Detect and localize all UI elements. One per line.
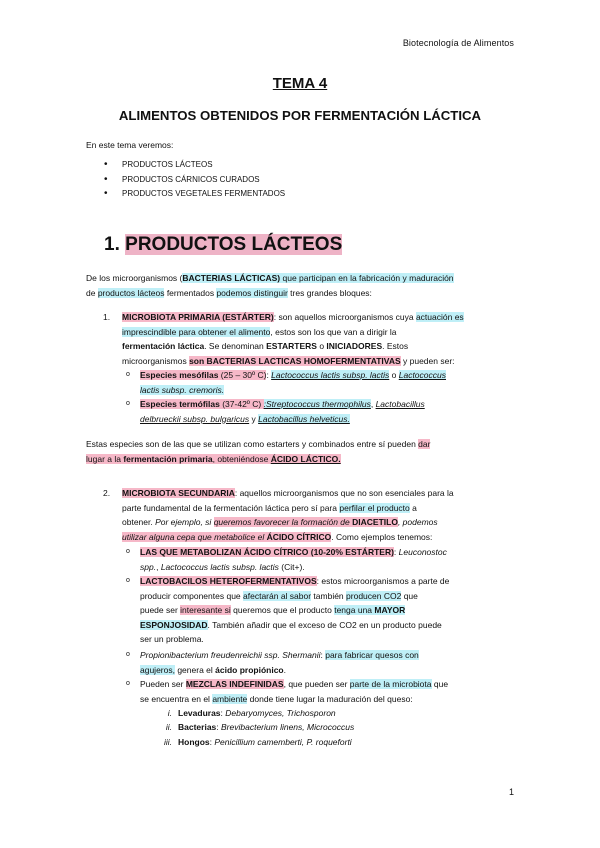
- text-run: o: [316, 341, 327, 351]
- text-run: para fabricar quesos con: [325, 650, 419, 660]
- text-run: MEZCLAS INDEFINIDAS: [185, 679, 284, 689]
- text-run: :: [320, 650, 326, 660]
- item-number: 2.: [103, 488, 111, 498]
- text-run: :: [393, 547, 399, 557]
- text-run: INICIADORES: [326, 341, 383, 351]
- text-run: lactis subsp. cremoris.: [140, 384, 225, 395]
- text-run: . Como ejemplos tenemos:: [331, 531, 433, 542]
- text-run: producir componentes que: [140, 590, 244, 601]
- text-run: ESTARTERS: [266, 341, 317, 351]
- text-run: MICROBIOTA SECUNDARIA: [122, 488, 235, 498]
- intro-text: En este tema veremos:: [86, 140, 174, 150]
- text-run: , estos son los que van a dirigir la: [270, 326, 397, 337]
- sublist-item-heterofermentativos: [126, 574, 516, 647]
- section-title: PRODUCTOS LÁCTEOS: [125, 234, 343, 255]
- text-run: , podemos: [397, 517, 438, 527]
- chapter-subtitle: ALIMENTOS OBTENIDOS POR FERMENTACIÓN LÁCTICA: [118, 108, 482, 123]
- list-item-microbiota-primaria: [104, 310, 516, 368]
- text-run: Pueden ser: [140, 679, 186, 689]
- text-run: Brevibacterium linens, Micrococcus: [221, 722, 355, 732]
- text-run: y: [249, 413, 259, 424]
- text-run: Lactococcus: [398, 370, 446, 380]
- text-run: Leuconostoc: [398, 547, 447, 557]
- text-run: . Se denominan: [204, 341, 267, 351]
- text-run: Estas especies son de las que se utilizan como estarters y combinados entre sí pueden: [86, 439, 419, 449]
- text-run: .: [283, 664, 286, 675]
- text-run: tenga una: [334, 605, 375, 615]
- topics-list: [104, 160, 285, 204]
- text-run: utilizar alguna cepa que metabolice el: [122, 531, 267, 542]
- text-run: obtener.: [122, 517, 156, 527]
- text-run: fermentación láctica: [122, 341, 205, 351]
- text-run: :: [216, 722, 222, 732]
- text-run: ,: [156, 561, 161, 572]
- text-run: agujeros,: [140, 664, 175, 675]
- bullet-marker: o: [126, 680, 130, 687]
- text-run: podemos distinguir: [216, 287, 288, 298]
- list-item: • PRODUCTOS CÁRNICOS CURADOS: [104, 175, 285, 190]
- list-item: • PRODUCTOS VEGETALES FERMENTADOS: [104, 189, 285, 204]
- text-run: ácido propiónico: [215, 664, 284, 675]
- text-run: , obteniéndose: [212, 453, 271, 464]
- sublist-item-mezclas: [126, 677, 516, 706]
- text-run: interesante si: [180, 605, 231, 615]
- text-run: dar: [418, 439, 431, 449]
- text-run: que: [401, 590, 418, 601]
- text-run: parte de la microbiota: [349, 679, 432, 689]
- text-run: parte fundamental de la fermentación láctica pero sí para: [122, 502, 340, 513]
- text-run: microorganismos: [122, 355, 190, 366]
- text-run: Hongos: [178, 737, 210, 747]
- text-run: Levaduras: [178, 708, 221, 718]
- text-run: o: [389, 370, 399, 380]
- text-run: Bacterias: [178, 722, 217, 732]
- text-run: genera el: [174, 664, 216, 675]
- chapter-title: TEMA 4: [272, 75, 328, 92]
- text-run: Lactococcus lactis subsp. lactis: [160, 561, 279, 572]
- text-run: ser un problema.: [140, 634, 204, 644]
- text-run: Propionibacterium freudenreichii ssp. Shermanii: [140, 650, 321, 660]
- text-run: :Streptococcus thermophilus: [263, 399, 371, 409]
- page-number: 1: [508, 787, 514, 797]
- text-run: tres grandes bloques:: [287, 287, 372, 298]
- text-run: son BACTERIAS LACTICAS HOMOFERMENTATIVAS: [189, 355, 401, 366]
- roman-numeral: ii.: [165, 722, 172, 732]
- text-run: (Cit+).: [278, 561, 305, 572]
- sublist-item-termofilas: [126, 397, 516, 426]
- bullet-marker: o: [126, 577, 130, 584]
- roman-numeral: iii.: [163, 737, 172, 747]
- text-run: lugar a la: [86, 453, 124, 464]
- bullet-marker: o: [126, 371, 130, 378]
- text-run: imprescindible para obtener el alimento: [122, 326, 271, 337]
- bullet-marker: o: [126, 400, 130, 407]
- sublist-item-propionibacterium: [126, 648, 516, 677]
- roman-item-bacterias: [165, 720, 355, 735]
- text-run: productos lácteos: [97, 287, 165, 298]
- text-run: BACTERIAS LÁCTICAS): [182, 273, 281, 283]
- paragraph-fermentacion-primaria: [86, 437, 516, 466]
- text-run: Lactobacillus helveticus.: [258, 413, 350, 424]
- item-number: 1.: [103, 312, 111, 322]
- text-run: ESPONJOSIDAD: [140, 619, 208, 630]
- text-run: (37-42º C): [219, 399, 264, 409]
- text-run: :: [209, 737, 215, 747]
- paragraph-intro-bacterias: [86, 271, 516, 300]
- sublist-item-citrico: [126, 545, 516, 574]
- text-run: fermentados: [164, 287, 217, 298]
- text-run: :: [266, 370, 272, 380]
- section-heading: [104, 234, 342, 256]
- text-run: , que pueden ser: [283, 679, 350, 689]
- text-run: LAS QUE METABOLIZAN ÁCIDO CÍTRICO: [140, 547, 309, 557]
- roman-item-levaduras: [167, 706, 336, 721]
- text-run: también: [311, 590, 347, 601]
- text-run: MICROBIOTA PRIMARIA (ESTÁRTER): [122, 312, 274, 322]
- text-run: DIACETILO: [352, 517, 398, 527]
- list-item-microbiota-secundaria: [104, 486, 516, 544]
- text-run: ambiente: [212, 693, 248, 704]
- roman-numeral: i.: [167, 708, 172, 718]
- text-run: puede ser: [140, 605, 181, 615]
- bullet-marker: o: [126, 548, 130, 555]
- text-run: . Estos: [382, 341, 409, 351]
- text-run: LACTOBACILOS HETEROFERMENTATIVOS: [140, 576, 317, 586]
- text-run: Penicillium camemberti, P. roqueforti: [214, 737, 352, 747]
- text-run: ,: [370, 399, 376, 409]
- page-header: Biotecnología de Alimentos: [402, 38, 514, 48]
- text-run: Debaryomyces, Trichosporon: [225, 708, 336, 718]
- text-run: Especies mesófilas: [140, 370, 219, 380]
- bullet-marker: o: [126, 651, 130, 658]
- text-run: MAYOR: [374, 605, 406, 615]
- text-run: (25 – 30º C): [218, 370, 267, 380]
- text-run: Lactobacillus: [375, 399, 425, 409]
- text-run: producen CO2: [346, 590, 402, 601]
- text-run: queremos favorecer la formación de: [213, 517, 353, 527]
- text-run: . También añadir que el exceso de CO2 en un producto puede: [207, 619, 442, 630]
- list-item: • PRODUCTOS LÁCTEOS: [104, 160, 285, 175]
- text-run: que: [431, 679, 449, 689]
- text-run: : son aquellos microorganismos cuya: [273, 312, 416, 322]
- text-run: De los microorganismos (: [86, 273, 183, 283]
- sublist-item-mesofilas: [126, 368, 516, 397]
- text-run: de: [86, 287, 98, 298]
- text-run: donde tiene lugar la maduración del queso:: [247, 693, 413, 704]
- text-run: se encuentra en el: [140, 693, 213, 704]
- roman-item-hongos: [163, 735, 352, 750]
- text-run: actuación es: [415, 312, 464, 322]
- text-run: : aquellos microorganismos que no son esenciales para la: [234, 488, 454, 498]
- text-run: queremos que el producto: [230, 605, 335, 615]
- text-run: (10-20% ESTÁRTER): [308, 547, 394, 557]
- section-number: 1.: [104, 234, 120, 255]
- text-run: a: [409, 502, 417, 513]
- text-run: fermentación primaria: [123, 453, 213, 464]
- text-run: : estos microorganismos a parte de: [316, 576, 450, 586]
- text-run: Lactococcus lactis subsp. lactis: [271, 370, 390, 380]
- text-run: :: [220, 708, 226, 718]
- text-run: y pueden ser:: [400, 355, 455, 366]
- text-run: que participan en la fabricación y maduración: [280, 273, 454, 283]
- text-run: ÁCIDO CÍTRICO: [266, 531, 332, 542]
- text-run: ÁCIDO LÁCTICO.: [270, 453, 341, 464]
- text-run: delbrueckii subsp. bulgaricus: [140, 413, 250, 424]
- text-run: Por ejemplo, si: [155, 517, 214, 527]
- text-run: spp.: [140, 561, 157, 572]
- text-run: Especies termófilas: [140, 399, 220, 409]
- text-run: perfilar el producto: [339, 502, 410, 513]
- text-run: afectarán al sabor: [243, 590, 312, 601]
